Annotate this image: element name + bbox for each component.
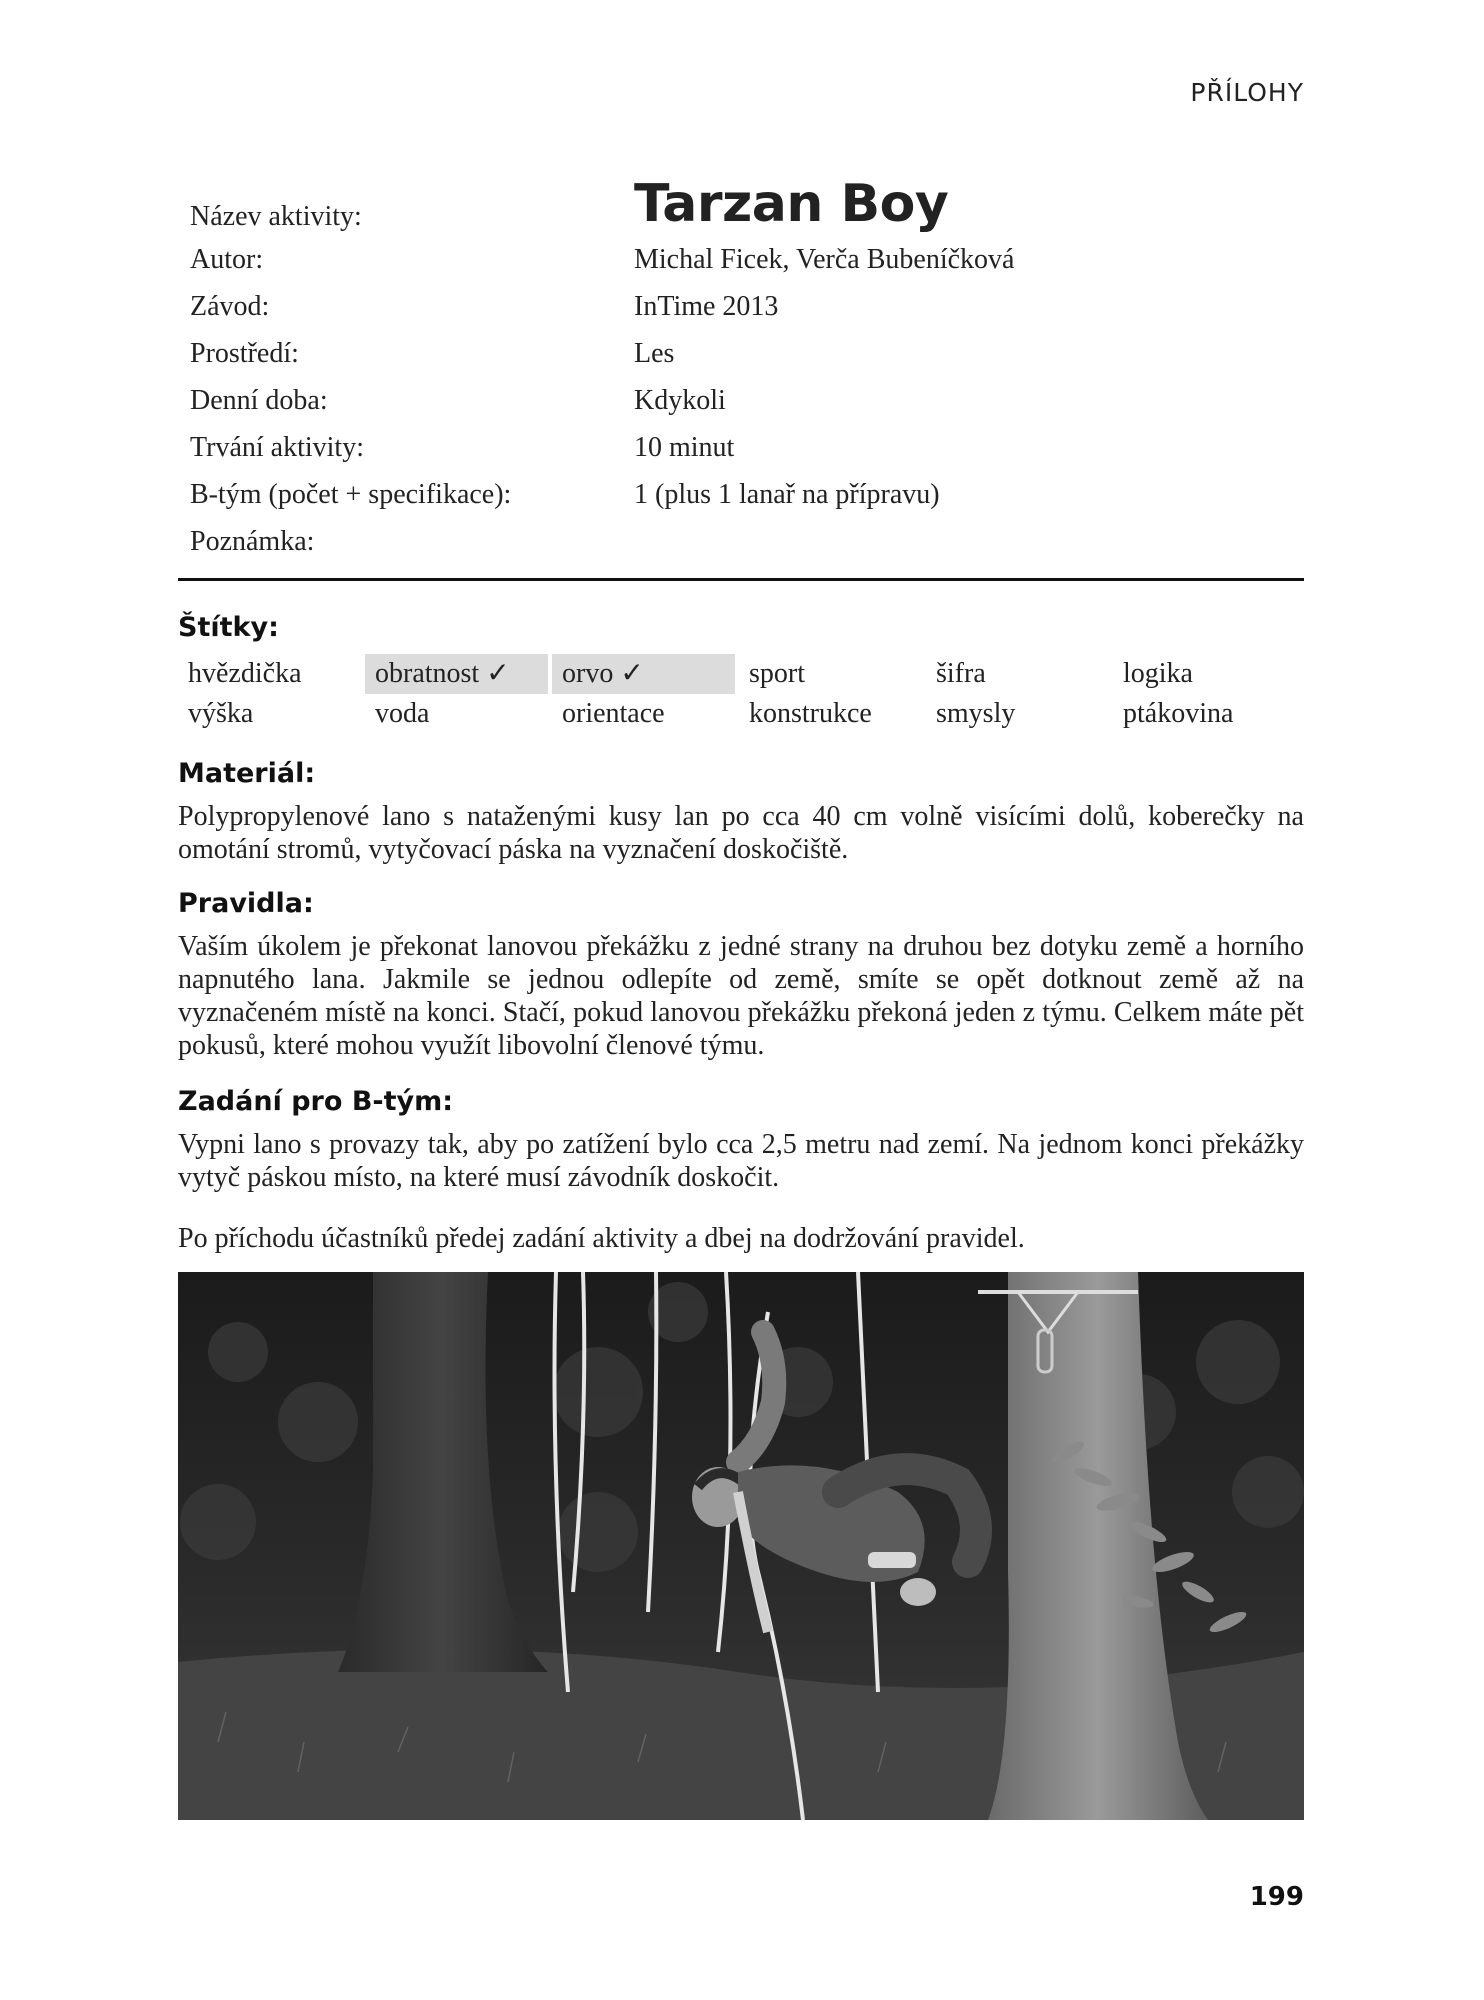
photo-illustration <box>178 1272 1304 1820</box>
info-value: 1 (plus 1 lanař na přípravu) <box>634 479 940 510</box>
info-row-race <box>178 283 1304 330</box>
info-row-daytime <box>178 377 1304 424</box>
info-row-author <box>178 236 1304 283</box>
bteam-text-2: Po příchodu účastníků předej zadání aktivity a dbej na dodržování pravidel. <box>178 1223 1025 1254</box>
info-label: Poznámka: <box>190 526 315 557</box>
info-label: Autor: <box>190 244 264 275</box>
info-row-note <box>178 518 1304 565</box>
tag-item: voda <box>375 698 430 729</box>
info-value: 10 minut <box>634 432 735 463</box>
tag-item: ptákovina <box>1123 698 1234 729</box>
info-value: Michal Ficek, Verča Bubeníčková <box>634 244 1015 275</box>
material-text: Polypropylenové lano s nataženými kusy lan po cca 40 cm volně visícími dolů, koberečky na omotání stromů, vytyčovací páska na vyznačení doskočiště. <box>178 801 1304 865</box>
info-row-duration <box>178 424 1304 471</box>
rules-text: Vaším úkolem je překonat lanovou překážku z jedné strany na druhou bez dotyku země a horního napnutého lana. Jakmile se jednou odlepíte od země, smíte se opět dotknout země až na vyznačeném místě na konci. Stačí, pokud lanovou překážku překoná jeden z týmu. Celkem máte pět pokusů, které mohou využít libovolní členové týmu. <box>178 931 1304 1061</box>
tag-item: logika <box>1123 658 1193 689</box>
tag-item: sport <box>749 658 805 689</box>
info-label: B-tým (počet + specifikace): <box>190 479 512 510</box>
tag-item: šifra <box>936 658 986 689</box>
tag-item: výška <box>188 698 254 729</box>
info-value: Les <box>634 338 675 369</box>
tags-heading: Štítky: <box>178 612 279 643</box>
rules-heading: Pravidla: <box>178 888 314 919</box>
info-divider <box>178 578 1304 581</box>
info-label: Závod: <box>190 291 270 322</box>
info-label: Denní doba: <box>190 385 328 416</box>
tags-row <box>178 654 1304 694</box>
tag-item: hvězdička <box>188 658 302 689</box>
info-row-environment <box>178 330 1304 377</box>
page-number: 199 <box>1249 1882 1304 1912</box>
info-value: Kdykoli <box>634 385 726 416</box>
activity-photo <box>178 1272 1304 1820</box>
info-label: Název aktivity: <box>190 201 362 232</box>
info-value: InTime 2013 <box>634 291 779 322</box>
tag-item: konstrukce <box>749 698 872 729</box>
tag-item: orientace <box>562 698 665 729</box>
info-row-name <box>178 174 1304 236</box>
info-label: Trvání aktivity: <box>190 432 364 463</box>
section-header: PŘÍLOHY <box>1190 78 1304 107</box>
material-heading: Materiál: <box>178 758 316 789</box>
tag-item-checked: obratnost ✓ <box>365 654 548 694</box>
info-row-bteam <box>178 471 1304 518</box>
tag-item-checked: orvo ✓ <box>552 654 735 694</box>
bteam-heading: Zadání pro B-tým: <box>178 1086 454 1117</box>
tags-grid <box>178 654 1304 734</box>
bteam-text: Vypni lano s provazy tak, aby po zatížení bylo cca 2,5 metru nad zemí. Na jednom konci překážky vytyč páskou místo, na které musí závodník doskočit. <box>178 1129 1304 1193</box>
info-label: Prostředí: <box>190 338 299 369</box>
tag-item: smysly <box>936 698 1016 729</box>
tags-row <box>178 694 1304 734</box>
activity-info-table <box>178 174 1304 565</box>
activity-title: Tarzan Boy <box>634 174 949 234</box>
